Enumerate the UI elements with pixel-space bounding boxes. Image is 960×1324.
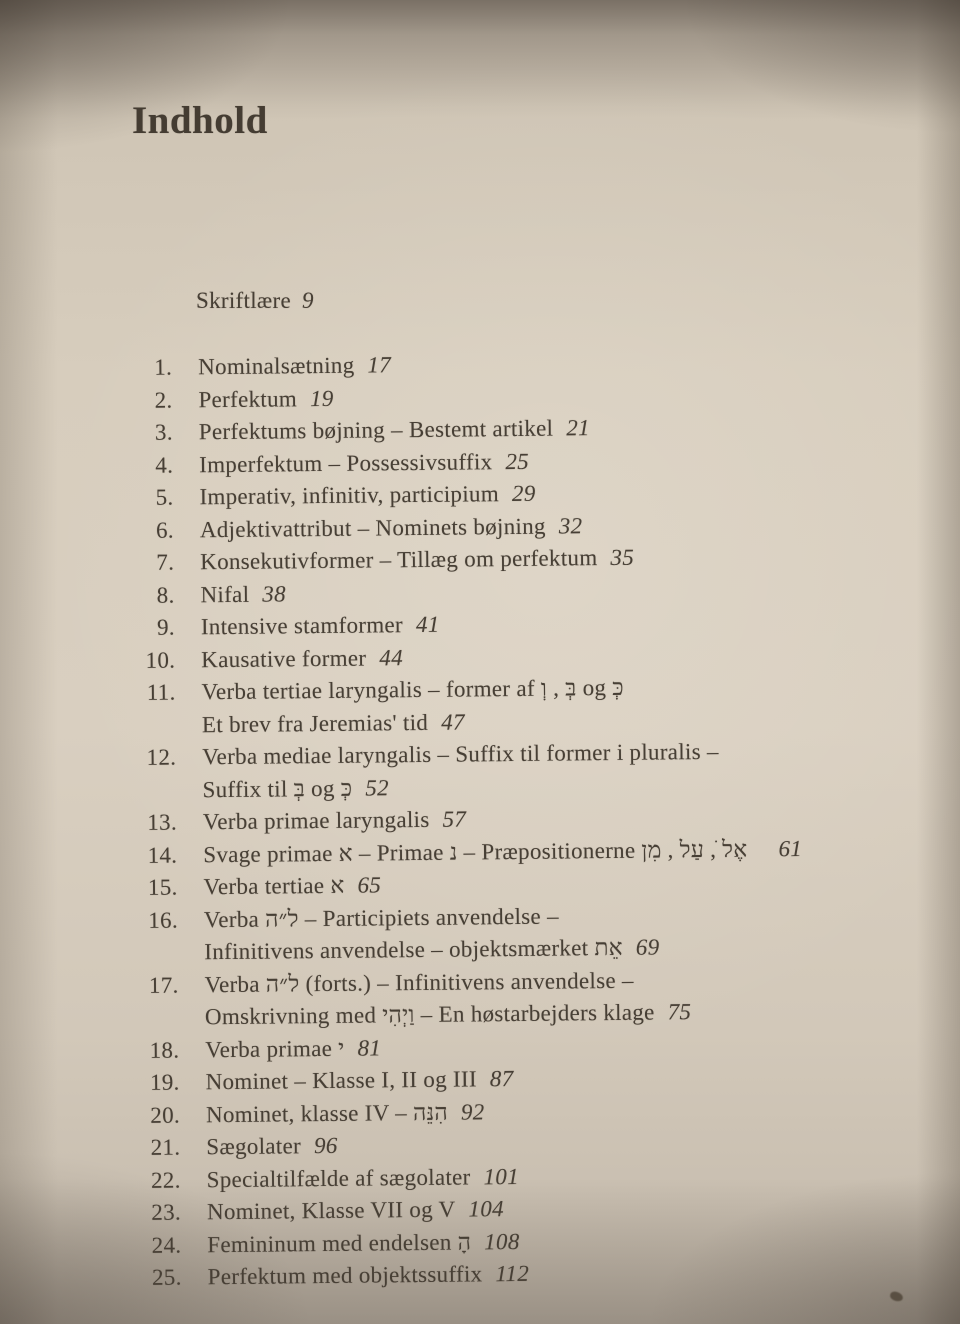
entry-text: Imperfektum – Possessivsuffix: [199, 448, 493, 477]
entry-number: 5.: [155, 484, 174, 510]
entry-text: Perfektum: [198, 385, 298, 412]
entry-text: Adjektivattribut – Nominets bøjning: [199, 513, 546, 542]
entry-text: Suffix til בְּ‎ og כְּ‎: [202, 775, 353, 802]
entry-page-number: 57: [442, 806, 467, 832]
entry-number: 12.: [146, 744, 177, 770]
entry-page-number: 52: [365, 774, 390, 801]
entry-text: Verba primae laryngalis: [202, 806, 430, 835]
entry-text: Verba tertiae א‎: [203, 872, 345, 900]
entry-number: 24.: [151, 1232, 182, 1258]
entry-page-number: 101: [483, 1163, 520, 1189]
entry-page-number: 61: [778, 835, 803, 861]
entry-text: Nominet, Klasse VII og V: [206, 1196, 456, 1225]
ink-mark: [889, 1291, 904, 1303]
entry-page-number: 81: [357, 1034, 382, 1061]
entry-number: 25.: [151, 1264, 182, 1290]
entry-text: Imperativ, infinitiv, participium: [199, 481, 500, 510]
entry-page-number: 38: [262, 580, 287, 607]
entry-number: 8.: [156, 582, 175, 608]
entry-text: Perfektum med objektssuffix: [207, 1261, 483, 1290]
entry-text: Infinitivens anvendelse – objektsmærket אֵת‎: [204, 934, 623, 965]
entry-text: Nifal: [200, 581, 250, 607]
entry-number: 2.: [154, 387, 173, 413]
entry-page-number: 108: [484, 1228, 520, 1254]
entry-page-number: 87: [489, 1066, 514, 1092]
entry-text: Perfektums bøjning – Bestemt artikel: [198, 415, 554, 445]
entry-page-number: 44: [379, 644, 404, 670]
entry-page-number: 35: [610, 544, 635, 570]
entry-number: 17.: [148, 972, 179, 998]
entry-page-number: 104: [468, 1196, 504, 1222]
toc-entries: [130, 344, 940, 1295]
entry-page-number: 75: [667, 999, 692, 1025]
entry-number: 6.: [155, 517, 174, 543]
entry-page-number: 112: [495, 1260, 530, 1287]
entry-text: Verba mediae laryngalis – Suffix til former i pluralis –: [202, 738, 719, 770]
preface-entry: [196, 288, 314, 314]
entry-text: Nominet, klasse IV – הִנֵּה‎: [205, 1099, 449, 1127]
entry-text: Nominet – Klasse I, II og III: [205, 1066, 477, 1095]
entry-number: 1.: [154, 354, 173, 380]
entry-text: Specialtilfælde af sægolater: [206, 1163, 471, 1192]
entry-page-number: 25: [505, 448, 530, 474]
entry-text: Kausative former: [201, 645, 367, 672]
entry-page-number: 92: [460, 1098, 485, 1125]
entry-number: 3.: [154, 419, 173, 445]
entry-page-number: 19: [309, 385, 334, 411]
entry-number: 10.: [145, 647, 176, 673]
entry-number: 20.: [150, 1102, 181, 1128]
toc-entry-line: [140, 1254, 940, 1295]
entry-number: 18.: [149, 1037, 180, 1063]
entry-text: Konsekutivformer – Tillæg om perfektum: [200, 545, 598, 575]
entry-text: Omskrivning med וַיְהִי‎ – En høstarbejders klage: [204, 999, 655, 1030]
entry-number: 13.: [147, 809, 178, 835]
entry-text: Intensive stamformer: [200, 612, 404, 640]
entry-number: 15.: [147, 874, 178, 900]
entry-text: Svage primae א‎ – Primae נ‎ – Præpositionerne אֶל ֹ, עַל , מִן‎: [203, 835, 766, 867]
preface-label: Skriftlære: [196, 288, 291, 313]
entry-number: 16.: [148, 907, 179, 933]
entry-text: Verba tertiae laryngalis – former af וְ‎ , בְּ‎ og כְּ‎: [201, 674, 624, 705]
entry-text: Nominalsætning: [198, 352, 355, 380]
entry-number: 21.: [150, 1134, 181, 1160]
entry-number: 23.: [151, 1199, 182, 1225]
entry-page-number: 47: [440, 709, 465, 735]
entry-page-number: 29: [511, 480, 536, 507]
entry-text: Verba ל״ה‎ (forts.) – Infinitivens anvendelse –: [204, 967, 634, 997]
entry-page-number: 32: [558, 512, 583, 539]
entry-page-number: 65: [357, 872, 382, 898]
entry-number: 19.: [149, 1069, 180, 1095]
entry-page-number: 17: [367, 352, 392, 378]
entry-page-number: 69: [635, 934, 660, 960]
entry-number: 11.: [146, 679, 176, 705]
entry-text: Sægolater: [206, 1133, 302, 1160]
entry-number: 14.: [147, 842, 178, 868]
entry-text: Verba primae י‎: [205, 1035, 345, 1062]
entry-text: Verba ל״ה‎ – Participiets anvendelse –: [203, 903, 559, 932]
entry-number: 9.: [156, 614, 176, 640]
entry-page-number: 96: [313, 1132, 338, 1159]
entry-number: 4.: [155, 452, 174, 478]
page-title: Indhold: [132, 99, 268, 142]
entry-text: Et brev fra Jeremias' tid: [201, 709, 429, 737]
entry-text: Femininum med endelsen הָ‎: [207, 1228, 472, 1257]
entry-page-number: 21: [566, 415, 591, 441]
preface-page-number: 9: [302, 288, 314, 313]
entry-page-number: 41: [415, 611, 440, 638]
entry-number: 7.: [156, 549, 175, 575]
entry-number: 22.: [150, 1167, 181, 1193]
